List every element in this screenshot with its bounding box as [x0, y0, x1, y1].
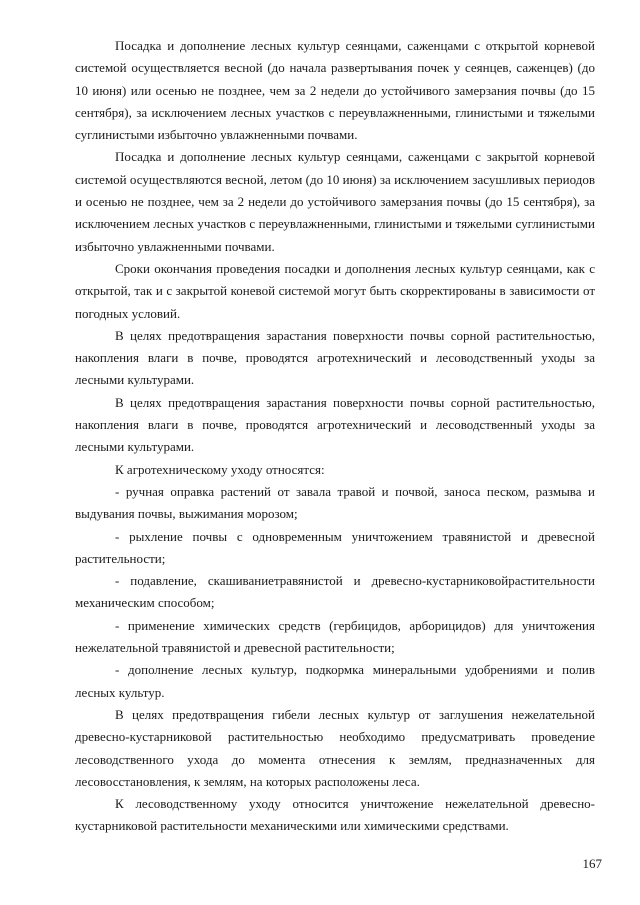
- paragraph-5: В целях предотвращения зарастания поверхности почвы сорной растительностью, накопления влаги в почве, проводятся агротехнический и лесоводственный уходы за лесными культурами.: [75, 394, 595, 455]
- paragraph-8: К лесоводственному уходу относится уничтожение нежелательной древесно-кустарниковой растительности механическими или химическими средствами.: [75, 796, 595, 834]
- paragraph-2: Посадка и дополнение лесных культур сеянцами, саженцами с закрытой корневой системой осуществляются весной, летом (до 10 июня) за исключением засушливых периодов и осенью не позднее, чем за 2 недели до устойчивого замерзания почвы (до 15 сентября), за исключением лесных участков с переувлажненными, глинистыми и тяжелыми суглинистыми избыточно увлажненными почвами.: [75, 149, 595, 254]
- list-item-2: - рыхление почвы с одновременным уничтожением травянистой и древесной растительности;: [75, 528, 595, 566]
- paragraph-1: Посадка и дополнение лесных культур сеянцами, саженцами с открытой корневой системой осуществляется весной (до начала развертывания почек у сеянцев, саженцев) (до 10 июня) или осенью не позднее, чем за 2 недели до устойчивого замерзания почвы (до 15 сентября), за исключением лесных участков с переувлажненными, глинистыми и тяжелыми суглинистыми избыточно увлажненными почвами.: [75, 38, 595, 143]
- page-number: 167: [582, 856, 602, 871]
- list-item-3: - подавление, скашиваниетравянистой и древесно-кустарниковойрастительности механическим способом;: [75, 573, 595, 611]
- list-item-5: - дополнение лесных культур, подкормка минеральными удобрениями и полив лесных культур.: [75, 662, 595, 700]
- paragraph-7: В целях предотвращения гибели лесных культур от заглушения нежелательной древесно-кустарниковой растительностью необходимо предусматривать проведение лесоводственного ухода до момента отнесения к землям, предназначенных для лесовосстановления, к землям, на которых расположены леса.: [75, 706, 595, 789]
- paragraph-6: К агротехническому уходу относятся:: [115, 461, 325, 477]
- list-item-4: - применение химических средств (гербицидов, арборицидов) для уничтожения нежелательной травянистой и древесной растительности;: [75, 617, 595, 656]
- paragraph-4: В целях предотвращения зарастания поверхности почвы сорной растительностью, накопления влаги в почве, проводятся агротехнический и лесоводственный уходы за лесными культурами.: [75, 327, 595, 388]
- body-text: [75, 35, 595, 838]
- list-item-1: - ручная оправка растений от завала травой и почвой, заноса песком, размыва и выдувания почвы, выжимания морозом;: [75, 483, 595, 522]
- paragraph-3: Сроки окончания проведения посадки и дополнения лесных культур сеянцами, как с открытой, так и с закрытой коневой системой могут быть скорректированы в зависимости от погодных условий.: [75, 260, 595, 321]
